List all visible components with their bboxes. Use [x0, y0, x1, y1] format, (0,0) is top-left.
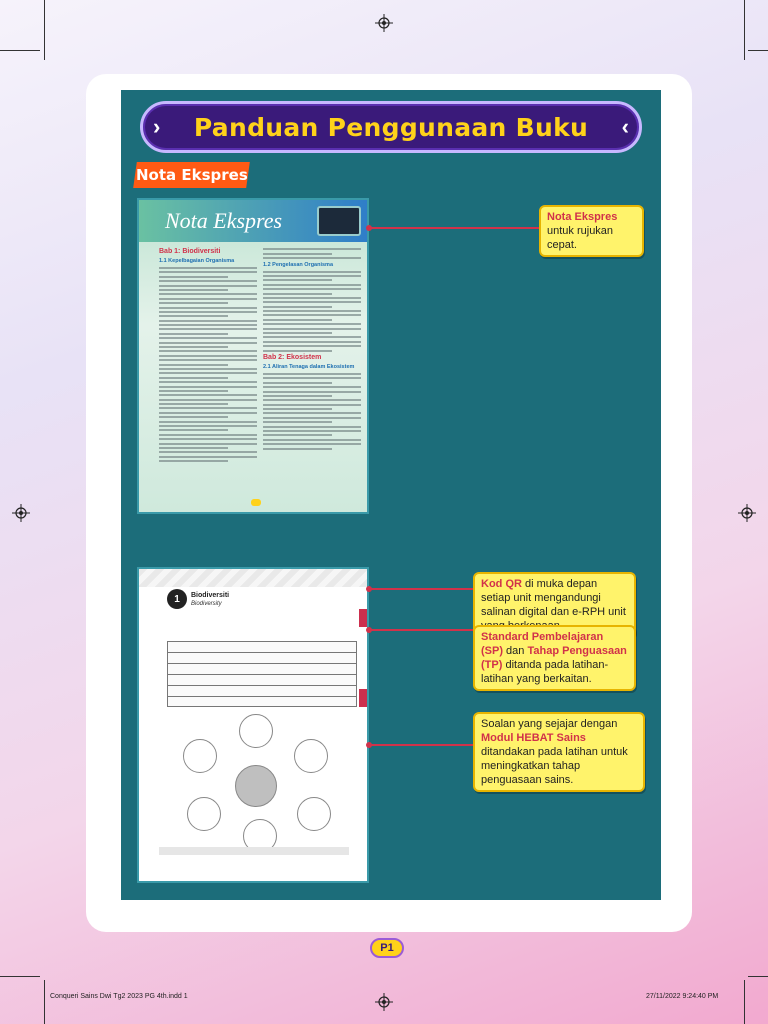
thumbnail-right-column — [263, 246, 361, 452]
callout-sp-tp — [473, 625, 636, 691]
print-slug-timestamp: 27/11/2022 9:24:40 PM — [646, 993, 719, 1000]
callout-highlight: Kod QR — [481, 578, 522, 590]
crop-line-right — [748, 50, 768, 51]
thumbnail-header: Nota Ekspres — [139, 200, 367, 242]
thumbnail-footer-bar — [159, 847, 349, 855]
laptop-icon — [317, 206, 361, 236]
mindmap-node — [187, 797, 221, 831]
print-slug-file: Conqueri Sains Dwi Tg2 2023 PG 4th.indd 1 — [50, 993, 188, 1000]
callout-soalan-hebat — [473, 712, 645, 792]
nota-ekspres-thumbnail — [137, 198, 369, 514]
mindmap-hub — [235, 765, 277, 807]
crop-line-bottom — [0, 976, 40, 977]
title-banner — [140, 101, 642, 153]
exercise-table — [167, 641, 357, 707]
connector-nota — [369, 227, 539, 229]
callout-highlight: Nota Ekspres — [547, 211, 618, 223]
sp-tab — [359, 609, 367, 627]
chevron-left-icon: ‹ — [621, 114, 629, 139]
connector-dot — [366, 627, 372, 633]
callout-text: ditandakan pada latihan untuk meningkatkan tahap penguasaan sains. — [481, 746, 628, 786]
mindmap-node — [183, 739, 217, 773]
chevron-right-icon: › — [153, 114, 161, 139]
callout-text: untuk rujukan cepat. — [547, 225, 614, 251]
mindmap-node — [297, 797, 331, 831]
thumbnail-left-column — [159, 246, 257, 465]
tp-tab — [359, 689, 367, 707]
callout-text: dan — [503, 645, 528, 657]
callout-highlight: Standard Pembelajaran (SP) — [481, 631, 604, 657]
registration-mark-icon — [375, 14, 393, 32]
mindmap-node — [239, 714, 273, 748]
chapter-title: Biodiversiti — [191, 592, 230, 599]
chapter-title-en: Biodiversity — [191, 601, 222, 607]
connector-soalan — [369, 744, 473, 746]
exercise-page-thumbnail — [137, 567, 369, 883]
page-number-badge: P1 — [370, 938, 404, 958]
thumbnail-page-badge — [251, 499, 261, 506]
connector-kodqr — [369, 588, 473, 590]
callout-text: di muka depan setiap unit mengandungi salinan digital dan e-RPH unit — [481, 578, 626, 618]
connector-sp — [369, 629, 473, 631]
thumbnail-top-strip — [139, 569, 367, 587]
crop-line-bottom-left — [44, 980, 45, 1024]
connector-dot — [366, 586, 372, 592]
thumbnail-heading: Bab 2: Ekosistem — [263, 353, 322, 361]
chapter-number-badge: 1 — [167, 589, 187, 609]
registration-mark-icon — [12, 504, 30, 522]
crop-line-left — [0, 50, 40, 51]
callout-nota-ekspres — [539, 205, 644, 257]
connector-dot — [366, 225, 372, 231]
registration-mark-icon — [738, 504, 756, 522]
callout-text: ditanda pada latihan-latihan yang berkaitan. — [481, 659, 609, 685]
registration-mark-icon — [375, 993, 393, 1011]
thumbnail-subheading: 1.2 Pengelasan Organisma — [263, 261, 334, 268]
crop-line-top — [44, 0, 45, 60]
crop-line-bottom-right — [744, 980, 745, 1024]
callout-text: Soalan yang sejajar dengan — [481, 718, 618, 730]
mindmap-node — [294, 739, 328, 773]
callout-highlight: Modul HEBAT Sains — [481, 732, 586, 744]
thumbnail-heading: Bab 1: Biodiversiti — [159, 248, 221, 255]
crop-line-bottom-r — [748, 976, 768, 977]
section-tag-label: Nota Ekspres — [135, 166, 248, 184]
thumbnail-subheading: 2.1 Aliran Tenaga dalam Ekosistem — [263, 363, 355, 370]
thumbnail-subheading: 1.1 Kepelbagaian Organisma — [159, 258, 235, 264]
page-title: Panduan Penggunaan Buku — [193, 112, 589, 142]
section-tag — [133, 162, 250, 188]
crop-line-top-right — [744, 0, 745, 60]
connector-dot — [366, 742, 372, 748]
callout-highlight: Tahap Penguasaan (TP) — [481, 645, 627, 671]
